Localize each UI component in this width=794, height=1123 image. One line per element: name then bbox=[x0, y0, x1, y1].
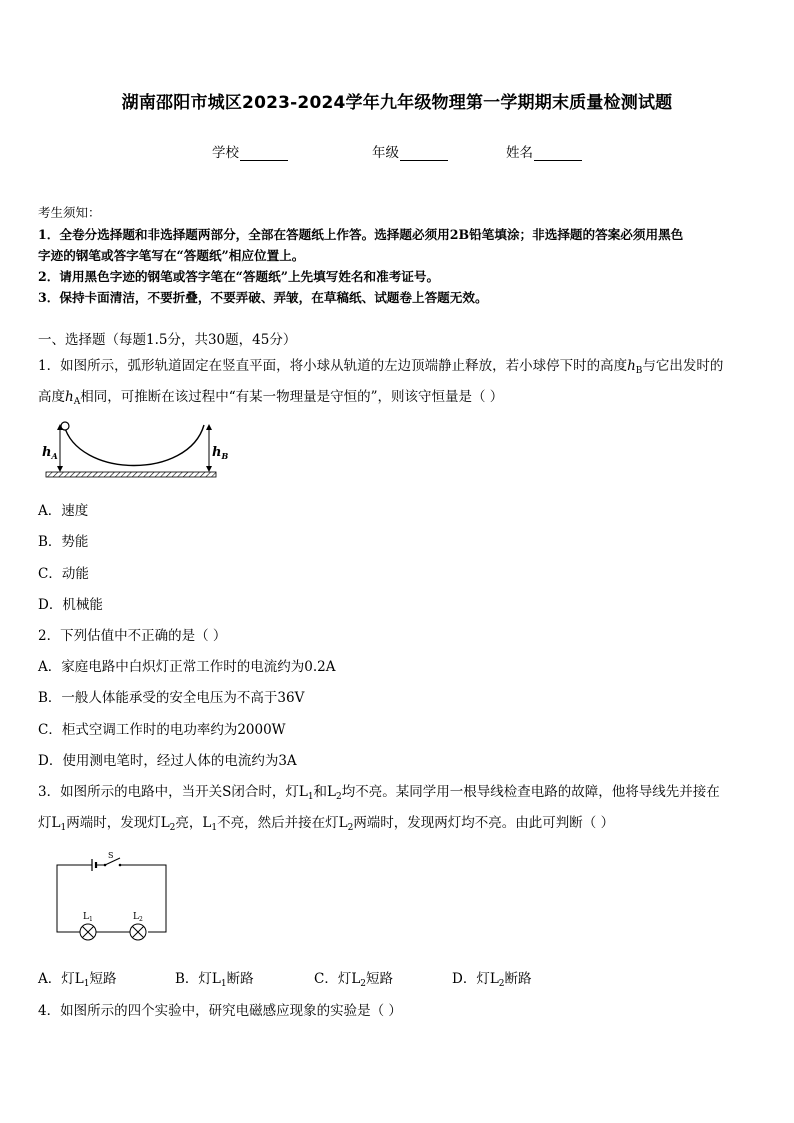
track-figure bbox=[38, 418, 229, 484]
page-title: 湖南邵阳市城区2023-2024学年九年级物理第一学期期末质量检测试题 bbox=[121, 93, 673, 113]
grade-field bbox=[372, 141, 448, 161]
q3-option-c: C．灯$L_2$短路 bbox=[314, 971, 394, 989]
notice-line-3: 3．保持卡面清洁，不要折叠，不要弄破、弄皱，在草稿纸、试题卷上答题无效。 bbox=[38, 290, 488, 305]
notice-line-2: 2．请用黑色字迹的钢笔或答字笔在“答题纸”上先填写姓名和准考证号。 bbox=[38, 269, 440, 284]
arrow-head-a2 bbox=[57, 466, 63, 472]
q3-option-a: A．灯$L_1$短路 bbox=[38, 971, 117, 989]
wire-right bbox=[120, 865, 166, 932]
label-hB: $h_B$ bbox=[212, 445, 229, 461]
sub: 1 bbox=[60, 823, 67, 833]
q2-stem: 2．下列估值中不正确的是（ ） bbox=[38, 628, 227, 644]
label-hA: $h_A$ bbox=[42, 445, 58, 461]
name-field bbox=[506, 141, 582, 161]
sub: 2 bbox=[347, 823, 354, 833]
q3-text: 两端时，发现灯L bbox=[66, 815, 170, 831]
q3-option-d: D．灯$L_2$断路 bbox=[452, 971, 532, 989]
q1-option-d: D．机械能 bbox=[38, 597, 103, 613]
q1-option-c: C．动能 bbox=[38, 566, 89, 582]
notice-line-1b: 字迹的钢笔或答字笔写在“答题纸”相应位置上。 bbox=[38, 248, 305, 263]
arrow-head-b bbox=[206, 424, 212, 430]
hB-symbol: h bbox=[627, 358, 636, 374]
q3-text: 亮，L bbox=[175, 815, 212, 831]
label-L2: $L_2$ bbox=[133, 912, 143, 923]
q3-text: 均不亮。某同学用一根导线检查电路的故障，他将导线先并接在 bbox=[341, 784, 720, 800]
sub: 1 bbox=[211, 823, 218, 833]
hA-symbol: h bbox=[65, 389, 74, 405]
q3-text: 两端时，发现两灯均不亮。由此可判断（ ） bbox=[353, 815, 615, 831]
q3-text: 和L bbox=[313, 784, 337, 800]
switch-label: S bbox=[108, 851, 114, 860]
q1-option-b: B．势能 bbox=[38, 534, 89, 550]
grade-blank bbox=[400, 146, 448, 161]
q3-text: 不亮，然后并接在灯L bbox=[217, 815, 348, 831]
section-heading: 一、选择题（每题1.5分，共30题，45分） bbox=[38, 332, 297, 348]
q1-text: 相同，可推断在该过程中“有某一物理量是守恒的”，则该守恒量是（ ） bbox=[80, 389, 504, 405]
q2-option-c: C．柜式空调工作时的电功率约为2000W bbox=[38, 722, 286, 738]
label-L1: $L_1$ bbox=[83, 912, 93, 923]
q1-text: 高度 bbox=[38, 389, 65, 405]
circuit-figure bbox=[54, 850, 174, 946]
q3-text: 灯L bbox=[38, 815, 61, 831]
q1-option-a: A．速度 bbox=[38, 503, 89, 519]
q2-option-d: D．使用测电笔时，经过人体的电流约为3A bbox=[38, 753, 297, 769]
school-blank bbox=[240, 146, 288, 161]
q1-line-2 bbox=[38, 385, 503, 407]
hB-sub: B bbox=[635, 366, 643, 376]
grade-label: 年级 bbox=[372, 145, 399, 161]
q3-line-2 bbox=[38, 811, 614, 833]
q3-option-b: B．灯$L_1$断路 bbox=[175, 971, 254, 989]
ground bbox=[46, 472, 216, 477]
q3-text: 3．如图所示的电路中，当开关S闭合时，灯L bbox=[38, 784, 308, 800]
q4-stem: 4．如图所示的四个实验中，研究电磁感应现象的实验是（ ） bbox=[38, 1003, 402, 1019]
school-label: 学校 bbox=[212, 145, 239, 161]
q2-option-a: A．家庭电路中白炽灯正常工作时的电流约为0.2A bbox=[38, 659, 336, 675]
q1-line-1 bbox=[38, 354, 723, 376]
q1-text: 与它出发时的 bbox=[642, 358, 724, 374]
notice-heading: 考生须知： bbox=[38, 205, 101, 220]
arrow-head-b2 bbox=[206, 466, 212, 472]
notice-line-1a: 1．全卷分选择题和非选择题两部分，全部在答题纸上作答。选择题必须用2B铅笔填涂；非选择题的答案必须用黑色 bbox=[38, 227, 684, 242]
q2-option-b: B．一般人体能承受的安全电压为不高于36V bbox=[38, 690, 305, 706]
sub: 2 bbox=[336, 792, 342, 802]
name-blank bbox=[534, 146, 582, 161]
arc-track bbox=[64, 425, 204, 466]
sub: 2 bbox=[169, 823, 176, 833]
sub: 1 bbox=[307, 792, 314, 802]
q1-text: 1．如图所示，弧形轨道固定在竖直平面，将小球从轨道的左边顶端静止释放，若小球停下时的高度 bbox=[38, 358, 628, 374]
name-label: 姓名 bbox=[506, 145, 533, 161]
school-field bbox=[212, 141, 288, 161]
q3-line-1 bbox=[38, 780, 720, 802]
hA-sub: A bbox=[73, 397, 81, 407]
